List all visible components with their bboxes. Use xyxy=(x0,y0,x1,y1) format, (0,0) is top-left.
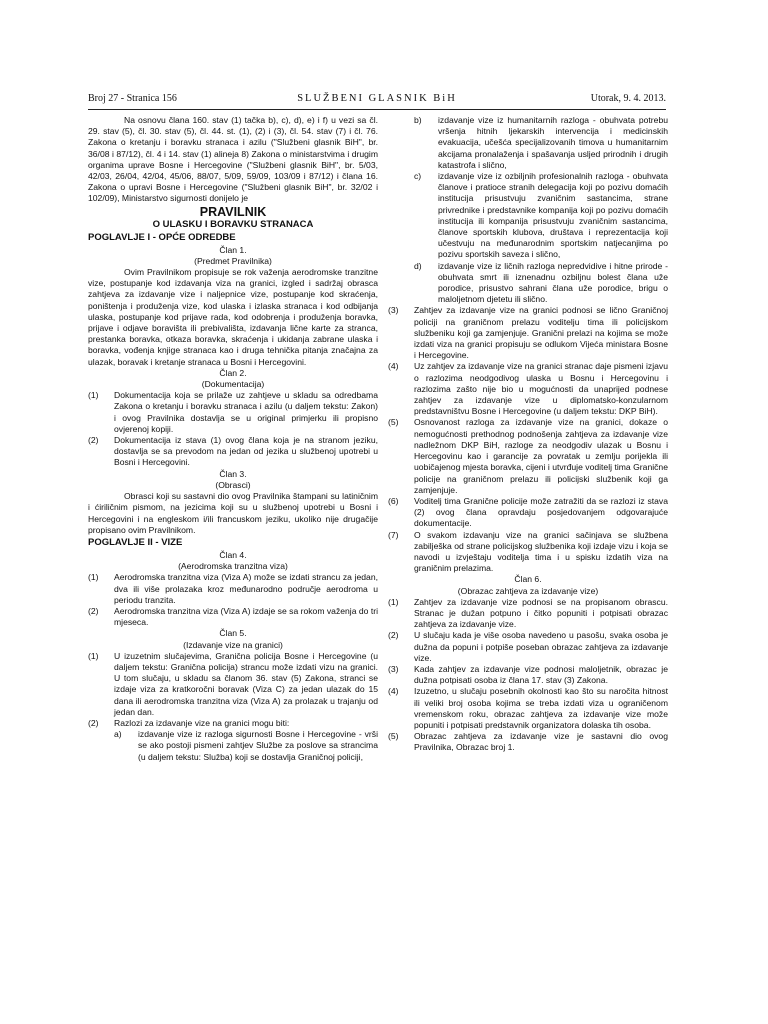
item-number: (7) xyxy=(388,529,399,540)
article-subitem xyxy=(88,729,378,763)
item-text: Zahtjev za izdavanje vize na granici podnosi se lično Graničnoj policiji na graničnom prelazu voditelju tima ili policijskom službeniku koji ga zamjenjuje. Granični prelazi na kojima se može izdati viza na granici propisuju se odlukom Vijeća ministara Bosne i Hercegovine. xyxy=(414,305,668,361)
subitem-letter: a) xyxy=(114,729,122,740)
article-title: Član 1. xyxy=(219,244,247,255)
item-number: (3) xyxy=(388,663,399,674)
item-number: (2) xyxy=(88,717,99,728)
document-title: PRAVILNIK xyxy=(199,204,267,219)
article-item xyxy=(88,435,378,469)
item-number: (5) xyxy=(388,417,399,428)
article-item xyxy=(388,417,668,495)
item-number: (1) xyxy=(88,650,99,661)
item-text: Uz zahtjev za izdavanje vize na granici stranac daje pismeni izjavu o razlozima neodgodivog ulaska u Bosnu i Hercegovinu i razlozima zašto nije bio u mogućnosti da unaprijed podnese zahtjev za izdavanje vize u diplomatsko-konzularnom predstavništvu Bosne i Hercegovine (u daljem tekstu: DKP BiH). xyxy=(414,361,668,417)
subitem-letter: c) xyxy=(414,171,422,182)
article-item xyxy=(88,572,378,606)
article-item xyxy=(88,390,378,435)
item-text: Obrazac zahtjeva za izdavanje vize je sastavni dio ovog Pravilnika, Obrazac broj 1. xyxy=(414,731,668,753)
article-item xyxy=(88,651,378,718)
item-number: (1) xyxy=(88,572,99,583)
item-number: (2) xyxy=(388,630,399,641)
article-title: Član 6. xyxy=(514,574,542,585)
article-item xyxy=(388,731,668,753)
item-number: (2) xyxy=(88,605,99,616)
item-text: U slučaju kada je više osoba navedeno u pasošu, svaka osoba je dužna da popuni i potpiše poseban obrazac zahtjeva za izdavanje vize. xyxy=(414,630,668,663)
item-text: Izuzetno, u slučaju posebnih okolnosti kao što su naročita hitnost ili veliki broj osoba kojima se treba izdati viza u ograničenom vremenskom roku, obrazac zahtjeva za izdavanje vize može popuniti i potpisati predstavnik organizatora dolaska tih osoba. xyxy=(414,686,668,730)
item-number: (1) xyxy=(88,390,99,401)
item-text: Aerodromska tranzitna viza (Viza A) može se izdati strancu za jedan, dva ili više prolazaka kroz međunarodno područje aerodroma u periodu tranzita. xyxy=(114,572,378,605)
article-item xyxy=(88,718,378,729)
article-item xyxy=(388,305,668,361)
article-subtitle: (Izdavanje vize na granici) xyxy=(183,639,283,650)
article-item xyxy=(388,630,668,664)
document-subtitle: O ULASKU I BORAVKU STRANACA xyxy=(152,218,314,230)
preamble: Na osnovu člana 160. stav (1) tačka b), c), d), e) i f) u vezi sa čl. 29. stav (5), čl. 30. stav (5), čl. 44. st. (1), (2) i (3), čl. 54. stav (7) i čl. 76. Zakona o kretanju i boravku stranaca i azilu ("Službeni glasnik BiH", br. 36/08 i 87/12), čl. 4 i 14. stav (1) alineja 8) Zakona o ministarstvima i drugim organima uprave Bosne i Hercegovine ("Službeni glasnik BiH", br. 5/03, 42/03, 26/04, 42/04, 45/06, 88/07, 5/09, 59/09, 103/09 i 87/12) i člana 16. Zakona o upravi Bosne i Hercegovine ("Službeni glasnik BiH", br. 32/02 i 102/09), Ministarstvo sigurnosti donijelo je xyxy=(88,115,378,204)
article-subtitle: (Predmet Pravilnika) xyxy=(194,255,272,266)
article-paragraph: Ovim Pravilnikom propisuje se rok važenja aerodromske tranzitne vize, postupanje kod izdavanja viza na granici, izgled i sadržaj obrasca zahtjeva za izdavanje vize i naljepnice vize, postupanje kod skraćenja, poništenja i produženja vize, kod ulaska i izlaska stranaca i kod odbijanja ulaska, postupanje kod prijave rada, kod odobrenja i produženja boravka, prijave i odjave boravišta ili prebivališta, izdavanja lične karte za stranca, prestanka boravka, otkaza boravka, skraćenja i ukidanja zabrane ulaska i boravka, vođenja knjige stranaca kao i druga tehnička pitanja značajna za ulazak, boravak i kretanje stranaca u Bosni i Hercegovini. xyxy=(88,267,378,367)
article-subitem xyxy=(388,261,668,306)
article-item xyxy=(388,496,668,530)
item-number: (6) xyxy=(388,495,399,506)
article-subitem xyxy=(388,115,668,171)
item-number: (2) xyxy=(88,435,99,446)
item-text: Zahtjev za izdavanje vize podnosi se na propisanom obrascu. Stranac je dužan potpuno i čitko popuniti i potpisati obrazac zahtjeva za izdavanje vize. xyxy=(414,596,668,630)
article-paragraph: Obrasci koji su sastavni dio ovog Pravilnika štampani su latiničnim i ćiriličnim pismom, na jezicima koji su u službenoj upotrebi u Bosni i Hercegovini i na engleskom i/ili francuskom jeziku, ukoliko nije drugačije propisano ovim Pravilnikom. xyxy=(88,491,378,535)
item-text: Osnovanost razloga za izdavanje vize na granici, dokaze o nemogućnosti prethodnog podnošenja zahtjeva za izdavanje vize nadležnom DKP BiH, razloge za neodgodiv ulazak u Bosnu i Hercegovinu kao i garancije za povratak u zemlju porijekla ili uobičajenog mjesta boravka, cijeni i utvrđuje voditelj tima Granične policije na graničnom prelazu ili policijski službenik koji ga zamjenjuje. xyxy=(414,417,668,495)
left-column xyxy=(88,115,378,763)
subitem-text: izdavanje vize iz ozbiljnih profesionalnih razloga - obuhvata članove i pratioce stranih delegacija koji po pozivu domaćih institucija prisustvuju zvaničnim sastancima, strane privrednike i predstavnike kompanija koji po pozivu domaćih institucija ili kompanija prisustvuju zvaničnim sastancima, članove sportskih klubova, društava i reprezentacija koji učestvuju na međunarodnim sportskim natjecanjima po pozivu sportskih saveza i slično, xyxy=(438,171,668,260)
item-text: Aerodromska tranzitna viza (Viza A) izdaje se sa rokom važenja do tri mjeseca. xyxy=(114,605,378,628)
item-text: Voditelj tima Granične policije može zatražiti da se razlozi iz stava (2) ovog člana opravdaju posjedovanjem odgovarajuće dokumentacije. xyxy=(414,495,668,529)
article-subtitle: (Dokumentacija) xyxy=(201,379,265,390)
article-title: Član 5. xyxy=(219,628,247,639)
article-title: Član 4. xyxy=(219,549,247,560)
item-number: (3) xyxy=(388,305,399,316)
article-item xyxy=(388,597,668,631)
article-subitem xyxy=(388,171,668,261)
item-number: (4) xyxy=(388,361,399,372)
article-subtitle: (Aerodromska tranzitna viza) xyxy=(178,561,288,572)
article-item xyxy=(388,530,668,575)
subitem-text: izdavanje vize iz ličnih razloga nepredvidive i hitne prirode - obuhvata smrt ili iznenadnu ozbiljnu bolest člana uže porodice, prisustvo sahrani člana uže porodice, brigu o maloljetnom djetetu ili slično. xyxy=(438,260,668,305)
page-number: Broj 27 - Stranica 156 xyxy=(88,93,177,104)
item-number: (4) xyxy=(388,686,399,697)
publication-title: SLUŽBENI GLASNIK BiH xyxy=(297,93,457,104)
article-title: Član 2. xyxy=(219,367,247,378)
subitem-text: izdavanje vize iz humanitarnih razloga - obuhvata potrebu vršenja hitnih ljekarskih intervencija i medicinskih evakuacija, učešća specijalizovanih timova u humanitarnim akcijama pronalaženja i spašavanja usljed prirodnih i drugih katastrofa i slično, xyxy=(438,115,668,170)
item-text: O svakom izdavanju vize na granici sačinjava se službena zabilješka od strane policijskog službenika koji izdaje vizu i koja se navodi u izvještaju voditelja tima i u spisku izdatih viza na graničnim prelazima. xyxy=(414,529,668,574)
chapter-heading: POGLAVLJE II - VIZE xyxy=(88,536,183,548)
article-item xyxy=(388,686,668,731)
item-text: Razlozi za izdavanje vize na granici mogu biti: xyxy=(114,717,290,728)
article-subtitle: (Obrazac zahtjeva za izdavanje vize) xyxy=(457,585,599,596)
item-number: (1) xyxy=(388,596,399,607)
issue-date: Utorak, 9. 4. 2013. xyxy=(590,93,666,104)
article-item xyxy=(388,361,668,417)
item-text: Kada zahtjev za izdavanje vize podnosi maloljetnik, obrazac je dužna potpisati osoba iz člana 17. stav (3) Zakona. xyxy=(414,663,668,686)
page-header xyxy=(88,93,666,107)
item-number: (5) xyxy=(388,731,399,742)
item-text: U izuzetnim slučajevima, Granična policija Bosne i Hercegovine (u daljem tekstu: Granična policija) strancu može izdati vizu na granici. U tom slučaju, u skladu sa članom 36. stav (5) Zakona, stranci se izdaje viza za kratkoročni boravak (Viza C) za jedan ulazak do 15 dana ili aerodromska tranzitna viza (Viza A) za prolazak u trajanju od jedan dan. xyxy=(114,650,378,717)
article-item xyxy=(388,664,668,686)
subitem-letter: b) xyxy=(414,115,422,125)
chapter-heading: POGLAVLJE I - OPĆE ODREDBE xyxy=(88,231,236,243)
header-rule xyxy=(88,109,666,110)
subitem-text: izdavanje vize iz razloga sigurnosti Bosne i Hercegovine - vrši se ako postoji pismeni zahtjev Službe za poslove sa strancima (u daljem tekstu: Služba) koji se dostavlja Graničnoj policiji, xyxy=(138,729,378,762)
right-column xyxy=(388,115,668,754)
subitem-letter: d) xyxy=(414,260,422,271)
article-subtitle: (Obrasci) xyxy=(215,479,251,490)
article-item xyxy=(88,606,378,628)
item-text: Dokumentacija iz stava (1) ovog člana koja je na stranom jeziku, dostavlja se sa prevodom na jedan od jezika u službenoj upotrebi u Bosni i Hercegovini. xyxy=(114,435,378,468)
article-title: Član 3. xyxy=(219,468,247,479)
item-text: Dokumentacija koja se prilaže uz zahtjeve u skladu sa odredbama Zakona o kretanju i boravku stranaca i azilu (u daljem tekstu: Zakon) i ovog Pravilnika dostavlja se u original primjerku ili propisno ovjerenoj kopiji. xyxy=(114,390,378,434)
